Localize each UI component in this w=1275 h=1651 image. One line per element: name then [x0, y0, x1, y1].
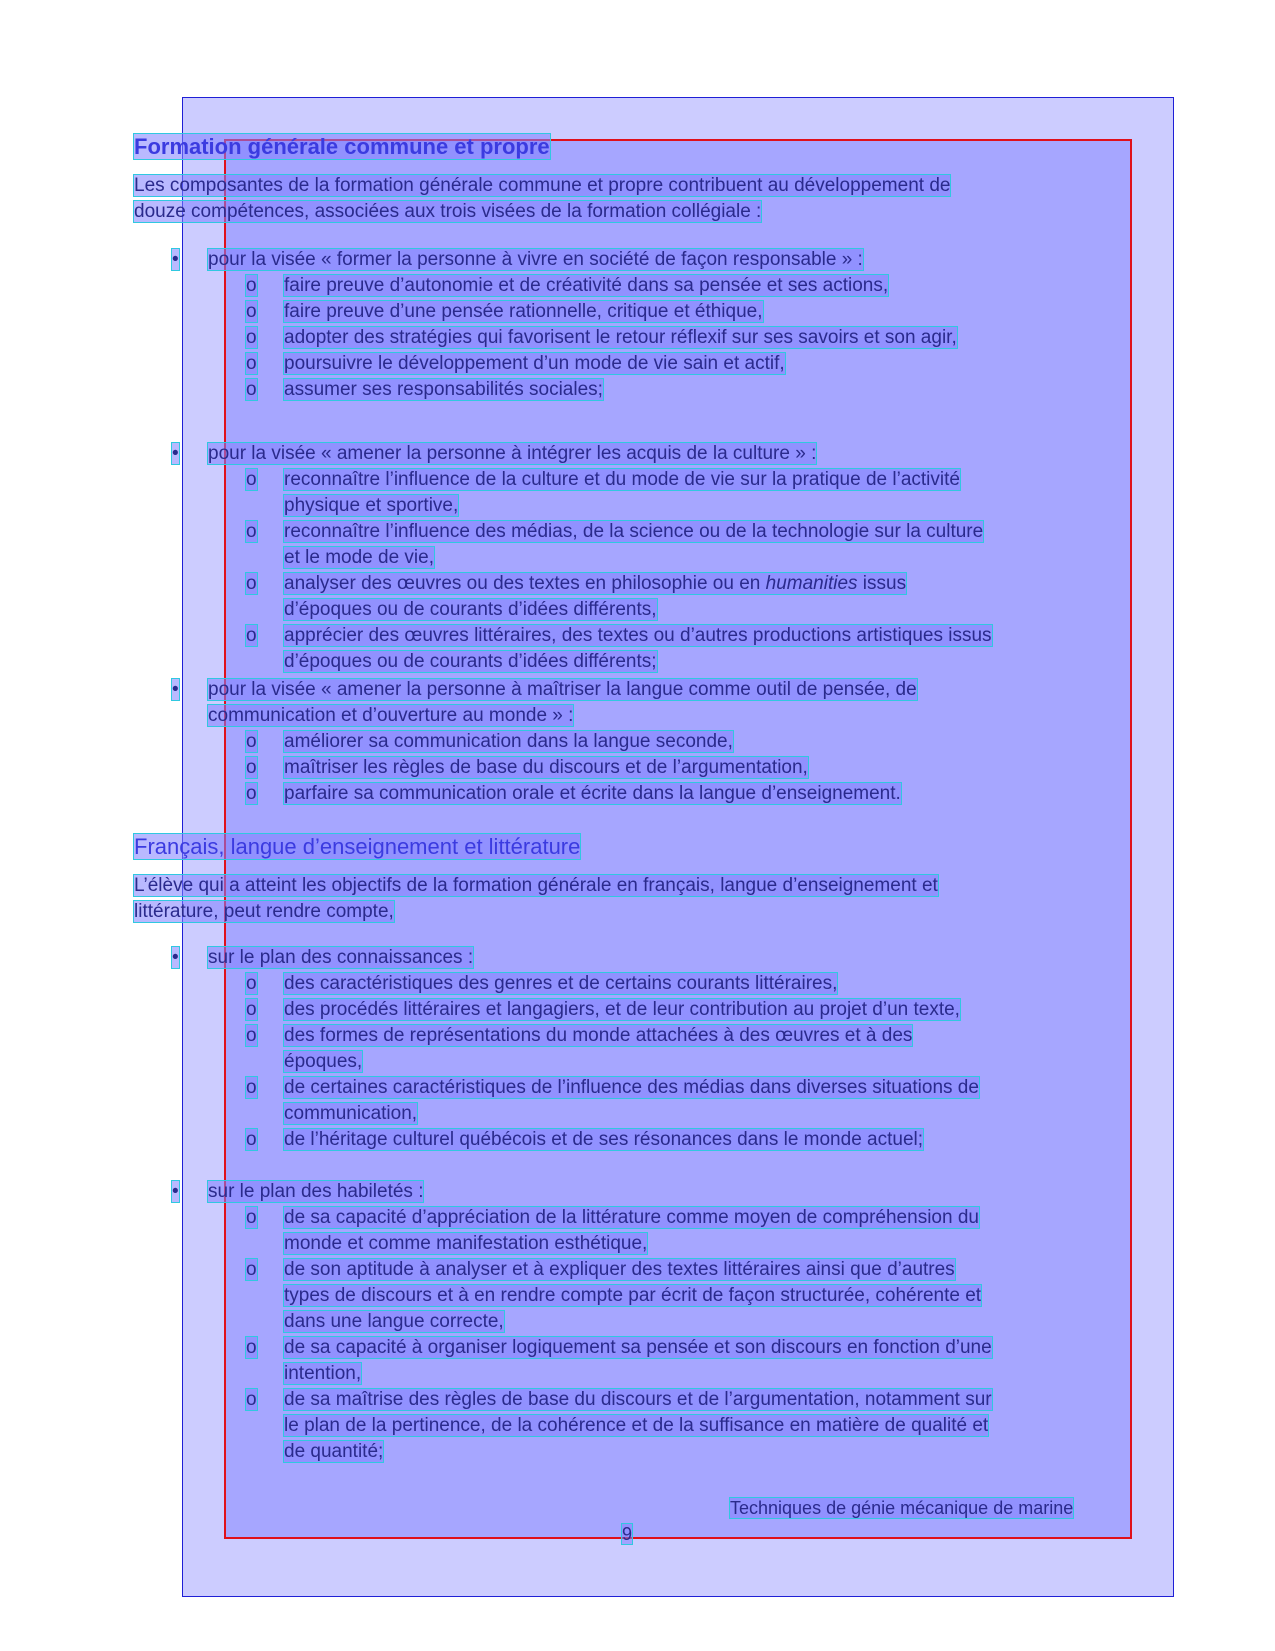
- italic-term: humanities: [765, 573, 858, 594]
- sub-item-text: communication,: [284, 1103, 418, 1124]
- intro-line: douze compétences, associées aux trois visées de la formation collégiale :: [134, 201, 762, 222]
- intro-line: L’élève qui a atteint les objectifs de la formation générale en français, langue d’enseignement et: [134, 875, 938, 896]
- sub-item-text: des caractéristiques des genres et de certains courants littéraires,: [284, 973, 838, 994]
- sub-marker: o: [246, 625, 257, 646]
- sub-item-text: des formes de représentations du monde attachées à des œuvres et à des: [284, 1025, 913, 1046]
- sub-marker: o: [246, 1077, 257, 1098]
- sub-marker: o: [246, 521, 257, 542]
- bullet-marker: •: [172, 1181, 179, 1202]
- sub-marker: o: [246, 1025, 257, 1046]
- sub-item-text: maîtriser les règles de base du discours et de l’argumentation,: [284, 757, 808, 778]
- sub-item-text: de son aptitude à analyser et à expliquer des textes littéraires ainsi que d’autres: [284, 1259, 955, 1280]
- sub-item-text: faire preuve d’autonomie et de créativité dans sa pensée et ses actions,: [284, 275, 889, 296]
- bullet-text: sur le plan des connaissances :: [208, 947, 474, 968]
- sub-item-text: faire preuve d’une pensée rationnelle, critique et éthique,: [284, 301, 763, 322]
- bullet-marker: •: [172, 679, 179, 700]
- sub-item-text: époques,: [284, 1051, 363, 1072]
- sub-marker: o: [246, 353, 257, 374]
- sub-marker: o: [246, 999, 257, 1020]
- sub-item-text: intention,: [284, 1363, 362, 1384]
- bullet-text: pour la visée « amener la personne à intégrer les acquis de la culture » :: [208, 443, 817, 464]
- sub-item-text: d’époques ou de courants d’idées différents,: [284, 599, 657, 620]
- page-number: 9: [622, 1524, 633, 1544]
- sub-marker: o: [246, 1337, 257, 1358]
- sub-item-text: des procédés littéraires et langagiers, et de leur contribution au projet d’un texte,: [284, 999, 960, 1020]
- sub-item-text: de sa capacité d’appréciation de la littérature comme moyen de compréhension du: [284, 1207, 979, 1228]
- sub-item-text: apprécier des œuvres littéraires, des textes ou d’autres productions artistiques issus: [284, 625, 992, 646]
- sub-item-text: de l’héritage culturel québécois et de ses résonances dans le monde actuel;: [284, 1129, 924, 1150]
- bullet-marker: •: [172, 249, 179, 270]
- sub-marker: o: [246, 783, 257, 804]
- sub-item-text: physique et sportive,: [284, 495, 459, 516]
- sub-item-text: reconnaître l’influence de la culture et du mode de vie sur la pratique de l’activité: [284, 469, 960, 490]
- sub-marker: o: [246, 757, 257, 778]
- bullet-marker: •: [172, 947, 179, 968]
- sub-marker: o: [246, 731, 257, 752]
- sub-item-text: dans une langue correcte,: [284, 1311, 504, 1332]
- bullet-text: sur le plan des habiletés :: [208, 1181, 424, 1202]
- sub-item-text: types de discours et à en rendre compte par écrit de façon structurée, cohérente et: [284, 1285, 982, 1306]
- sub-item-text: de sa maîtrise des règles de base du discours et de l’argumentation, notamment sur: [284, 1389, 992, 1410]
- sub-item-text: de certaines caractéristiques de l’influence des médias dans diverses situations de: [284, 1077, 979, 1098]
- sub-marker: o: [246, 1259, 257, 1280]
- sub-item-text: le plan de la pertinence, de la cohérence et de la suffisance en matière de qualité et: [284, 1415, 989, 1436]
- bullet-marker: •: [172, 443, 179, 464]
- sub-marker: o: [246, 275, 257, 296]
- sub-item-text: de sa capacité à organiser logiquement sa pensée et son discours en fonction d’une: [284, 1337, 992, 1358]
- bullet-text: communication et d’ouverture au monde » :: [208, 705, 574, 726]
- section-title-francais: Français, langue d’enseignement et littérature: [134, 834, 581, 859]
- sub-marker: o: [246, 327, 257, 348]
- sub-marker: o: [246, 469, 257, 490]
- sub-marker: o: [246, 1129, 257, 1150]
- sub-item-text: et le mode de vie,: [284, 547, 434, 568]
- sub-marker: o: [246, 379, 257, 400]
- bullet-text: pour la visée « former la personne à vivre en société de façon responsable » :: [208, 249, 863, 270]
- sub-item-text: adopter des stratégies qui favorisent le retour réflexif sur ses savoirs et son agir,: [284, 327, 957, 348]
- sub-marker: o: [246, 973, 257, 994]
- sub-item-text: assumer ses responsabilités sociales;: [284, 379, 603, 400]
- section-title-formation: Formation générale commune et propre: [134, 134, 550, 159]
- sub-item-text: d’époques ou de courants d’idées différents;: [284, 651, 657, 672]
- sub-item-text: améliorer sa communication dans la langue seconde,: [284, 731, 733, 752]
- sub-item-text: analyser des œuvres ou des textes en philosophie ou en humanities issus: [284, 573, 907, 594]
- sub-marker: o: [246, 1207, 257, 1228]
- sub-item-text: reconnaître l’influence des médias, de la science ou de la technologie sur la culture: [284, 521, 984, 542]
- sub-marker: o: [246, 573, 257, 594]
- intro-line: Les composantes de la formation générale commune et propre contribuent au développement de: [134, 175, 951, 196]
- sub-item-text: poursuivre le développement d’un mode de vie sain et actif,: [284, 353, 785, 374]
- sub-item-text: parfaire sa communication orale et écrite dans la langue d’enseignement.: [284, 783, 901, 804]
- intro-line: littérature, peut rendre compte,: [134, 901, 394, 922]
- bullet-text: pour la visée « amener la personne à maîtriser la langue comme outil de pensée, de: [208, 679, 917, 700]
- sub-item-text: de quantité;: [284, 1441, 384, 1462]
- sub-marker: o: [246, 1389, 257, 1410]
- sub-marker: o: [246, 301, 257, 322]
- footer-program: Techniques de génie mécanique de marine: [730, 1498, 1074, 1518]
- sub-item-text: monde et comme manifestation esthétique,: [284, 1233, 648, 1254]
